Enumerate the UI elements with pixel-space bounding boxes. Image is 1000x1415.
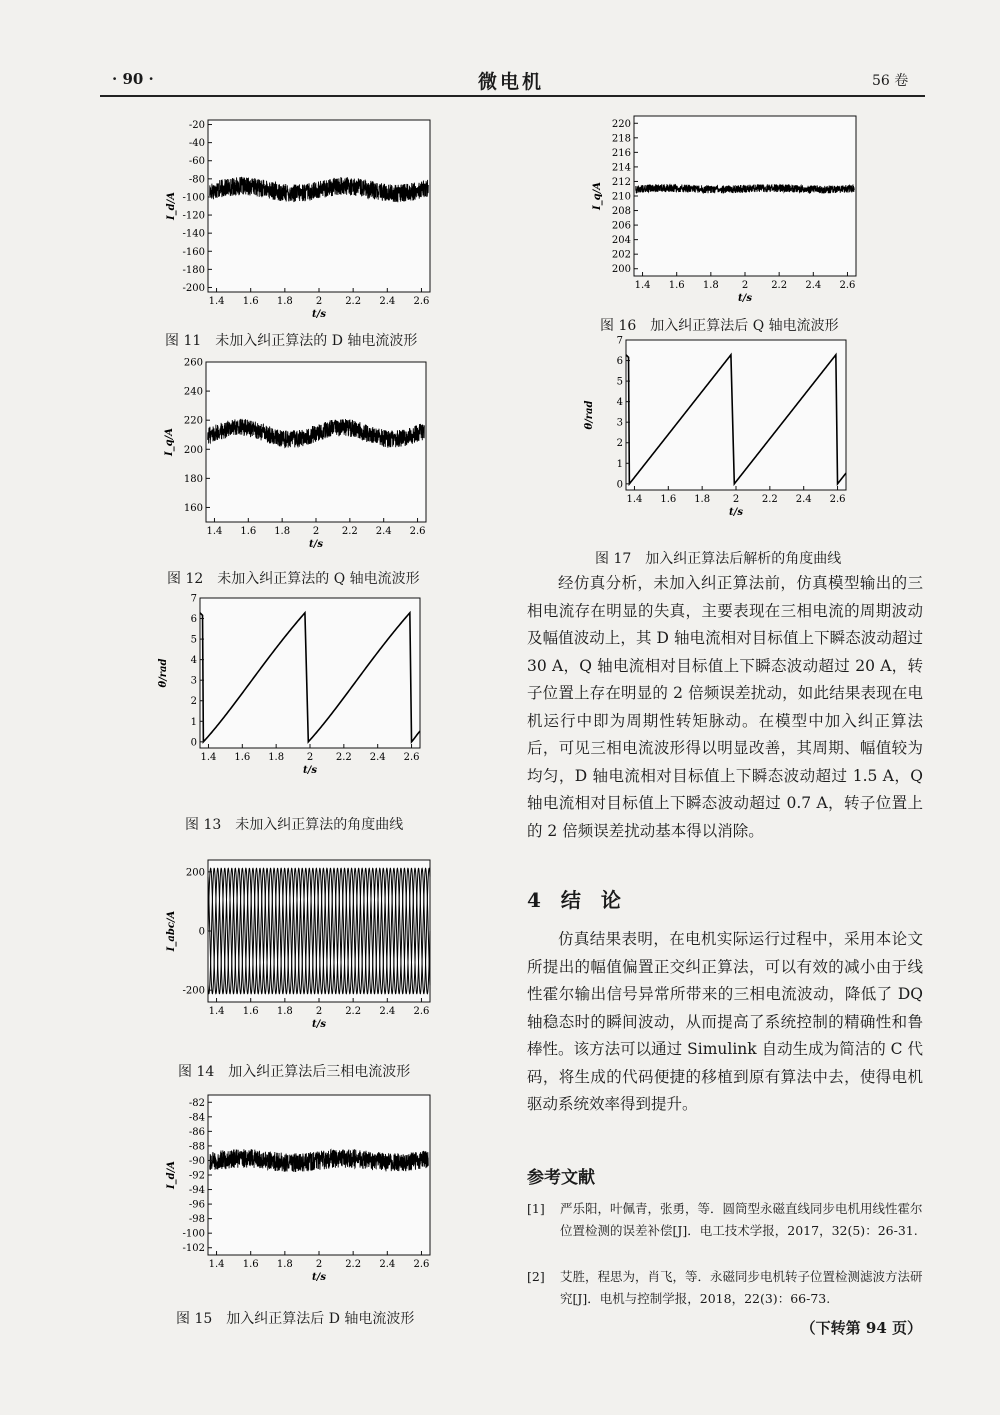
y-tick-label: -102 bbox=[182, 1243, 205, 1255]
reference-number: [2] bbox=[527, 1269, 545, 1284]
figure-11-d-axis-current-chart bbox=[150, 112, 438, 332]
y-tick-label: 214 bbox=[611, 162, 631, 174]
references-title: 参考文献 bbox=[527, 1168, 595, 1188]
y-axis-label: θ/rad bbox=[158, 658, 169, 688]
y-tick-label: -84 bbox=[188, 1112, 205, 1124]
x-tick-label: 1.8 bbox=[276, 1259, 293, 1270]
x-axis-label: t/s bbox=[312, 1272, 326, 1283]
x-tick-label: 2.4 bbox=[369, 752, 386, 763]
y-tick-label: 160 bbox=[183, 502, 203, 514]
fig13-svg bbox=[150, 588, 428, 788]
x-tick-label: 2.4 bbox=[379, 1259, 396, 1270]
x-tick-label: 1.8 bbox=[702, 280, 719, 291]
y-tick-label: 7 bbox=[190, 593, 197, 605]
x-tick-label: 2 bbox=[312, 526, 320, 537]
y-tick-label: -92 bbox=[188, 1170, 205, 1182]
x-axis-label: t/s bbox=[312, 1019, 326, 1030]
x-tick-label: 1.8 bbox=[274, 526, 291, 537]
volume-label: 56 卷 bbox=[872, 73, 909, 89]
x-tick-label: 2.4 bbox=[379, 1006, 396, 1017]
y-tick-label: 0 bbox=[198, 926, 205, 938]
x-tick-label: 2.4 bbox=[805, 280, 822, 291]
x-tick-label: 1.8 bbox=[276, 1006, 293, 1017]
y-tick-label: 202 bbox=[611, 249, 631, 261]
x-axis-label: t/s bbox=[309, 539, 323, 550]
x-axis-label: t/s bbox=[738, 293, 752, 304]
y-tick-label: 2 bbox=[190, 696, 197, 708]
y-tick-label: -88 bbox=[188, 1141, 205, 1153]
y-tick-label: 2 bbox=[616, 438, 623, 450]
reference-text: 艾胜，程思为，肖飞，等．永磁同步电机转子位置检测滤波方法研究[J]．电机与控制学报，2018，22(3)：66-73. bbox=[560, 1269, 923, 1306]
y-tick-label: 240 bbox=[183, 386, 203, 398]
x-tick-label: 2.2 bbox=[345, 1006, 362, 1017]
page-number: · 90 · bbox=[112, 70, 154, 88]
reference-number: [1] bbox=[527, 1201, 545, 1216]
figure-15-caption: 图 15 加入纠正算法后 D 轴电流波形 bbox=[176, 1311, 415, 1327]
x-tick-label: 2.6 bbox=[409, 526, 426, 537]
x-axis-label: t/s bbox=[303, 765, 317, 776]
y-tick-label: 210 bbox=[611, 191, 631, 203]
y-tick-label: 0 bbox=[190, 737, 197, 749]
y-tick-label: -100 bbox=[182, 1228, 205, 1240]
y-tick-label: -96 bbox=[188, 1199, 205, 1211]
y-axis-label: θ/rad bbox=[584, 400, 595, 430]
y-tick-label: -140 bbox=[182, 228, 205, 240]
y-tick-label: -100 bbox=[182, 192, 205, 204]
y-tick-label: 1 bbox=[616, 458, 623, 470]
fig15-svg bbox=[150, 1085, 438, 1295]
x-tick-label: 1.8 bbox=[694, 494, 711, 505]
y-tick-label: 204 bbox=[611, 235, 631, 247]
plot-frame bbox=[626, 340, 846, 490]
y-tick-label: 200 bbox=[185, 867, 205, 879]
figure-11-caption: 图 11 未加入纠正算法的 D 轴电流波形 bbox=[165, 333, 418, 349]
y-tick-label: -160 bbox=[182, 246, 205, 258]
y-tick-label: 6 bbox=[190, 614, 197, 626]
x-tick-label: 2.2 bbox=[341, 526, 358, 537]
y-axis-label: I_q/A bbox=[164, 427, 175, 457]
x-tick-label: 2.2 bbox=[761, 494, 778, 505]
x-tick-label: 2.6 bbox=[413, 296, 430, 307]
figure-15-d-axis-current-chart bbox=[150, 1085, 438, 1295]
y-tick-label: 0 bbox=[616, 479, 623, 491]
figure-13-caption: 图 13 未加入纠正算法的角度曲线 bbox=[185, 817, 404, 833]
x-tick-label: 2 bbox=[315, 296, 323, 307]
x-tick-label: 1.4 bbox=[208, 1006, 225, 1017]
figure-17-angle-chart bbox=[578, 334, 854, 530]
fig11-svg bbox=[150, 112, 438, 332]
y-tick-label: 180 bbox=[183, 473, 203, 485]
y-tick-label: -80 bbox=[188, 174, 205, 186]
x-tick-label: 2.4 bbox=[375, 526, 392, 537]
x-tick-label: 1.6 bbox=[242, 1259, 259, 1270]
y-tick-label: -40 bbox=[188, 138, 205, 150]
y-tick-label: -86 bbox=[188, 1126, 205, 1138]
x-tick-label: 2.6 bbox=[413, 1259, 430, 1270]
x-tick-label: 2.4 bbox=[795, 494, 812, 505]
fig16-svg bbox=[578, 108, 864, 316]
y-tick-label: -82 bbox=[188, 1097, 205, 1109]
y-tick-label: 218 bbox=[611, 133, 631, 145]
x-tick-label: 2.6 bbox=[413, 1006, 430, 1017]
x-tick-label: 2.2 bbox=[345, 296, 362, 307]
y-tick-label: -20 bbox=[188, 120, 205, 132]
x-tick-label: 2.2 bbox=[335, 752, 352, 763]
x-tick-label: 1.6 bbox=[240, 526, 257, 537]
x-tick-label: 1.4 bbox=[208, 1259, 225, 1270]
y-tick-label: -98 bbox=[188, 1214, 205, 1226]
figure-16-q-axis-current-chart bbox=[578, 108, 864, 316]
y-axis-label: I_abc/A bbox=[166, 910, 177, 952]
figure-14-caption: 图 14 加入纠正算法后三相电流波形 bbox=[178, 1064, 411, 1080]
journal-title: 微电机 bbox=[478, 71, 545, 93]
x-tick-label: 2.6 bbox=[829, 494, 846, 505]
x-tick-label: 2.2 bbox=[771, 280, 788, 291]
y-tick-label: 200 bbox=[611, 264, 631, 276]
plot-frame bbox=[200, 598, 420, 748]
x-tick-label: 1.6 bbox=[242, 1006, 259, 1017]
x-tick-label: 1.4 bbox=[200, 752, 217, 763]
fig17-svg bbox=[578, 334, 854, 530]
x-tick-label: 1.8 bbox=[268, 752, 285, 763]
y-axis-label: I_d/A bbox=[166, 1160, 177, 1190]
y-tick-label: 3 bbox=[616, 417, 623, 429]
x-tick-label: 1.4 bbox=[634, 280, 651, 291]
x-tick-label: 1.6 bbox=[234, 752, 251, 763]
reference-item bbox=[527, 1198, 927, 1242]
x-axis-label: t/s bbox=[729, 507, 743, 518]
figure-17-caption: 图 17 加入纠正算法后解析的角度曲线 bbox=[595, 551, 842, 567]
fig14-svg bbox=[150, 848, 438, 1042]
y-axis-label: I_q/A bbox=[592, 181, 603, 211]
y-tick-label: 220 bbox=[183, 415, 203, 427]
x-tick-label: 2.6 bbox=[403, 752, 420, 763]
y-tick-label: 216 bbox=[611, 147, 631, 159]
y-tick-label: 260 bbox=[183, 357, 203, 369]
y-tick-label: 208 bbox=[611, 206, 631, 218]
x-tick-label: 2.4 bbox=[379, 296, 396, 307]
x-tick-label: 1.4 bbox=[206, 526, 223, 537]
section-4-title: 4 结 论 bbox=[527, 888, 621, 912]
y-tick-label: -200 bbox=[182, 282, 205, 294]
x-axis-label: t/s bbox=[312, 309, 326, 320]
y-tick-label: 4 bbox=[616, 397, 623, 409]
x-tick-label: 1.6 bbox=[242, 296, 259, 307]
y-tick-label: 200 bbox=[183, 444, 203, 456]
x-tick-label: 2.6 bbox=[839, 280, 856, 291]
figure-14-three-phase-current-chart bbox=[150, 848, 438, 1042]
analysis-paragraph: 经仿真分析，未加入纠正算法前，仿真模型输出的三相电流存在明显的失真，主要表现在三相电流的周期波动及幅值波动上，其 D 轴电流相对目标值上下瞬态波动超过 30 A，Q 轴电流相对目标值上下瞬态波动超过 20 A，转子位置上存在明显的 2 倍频误差扰动，如此结果表现在电机运行中即为周期性转矩脉动。在模型中加入纠正算法后，可见三相电流波形得以明显改善，其周期、幅值较为均匀，D 轴电流相对目标值上下瞬态波动超过 1.5 A，Q 轴电流相对目标值上下瞬态波动超过 0.7 A，转子位置上的 2 倍频误差扰动基本得以消除。 bbox=[527, 574, 923, 840]
y-axis-label: I_d/A bbox=[166, 191, 177, 221]
figure-12-caption: 图 12 未加入纠正算法的 Q 轴电流波形 bbox=[167, 571, 420, 587]
y-tick-label: 5 bbox=[190, 634, 197, 646]
plot-frame bbox=[208, 120, 430, 292]
y-tick-label: -180 bbox=[182, 264, 205, 276]
x-tick-label: 2 bbox=[732, 494, 740, 505]
y-tick-label: -94 bbox=[188, 1185, 205, 1197]
x-tick-label: 2 bbox=[306, 752, 314, 763]
y-tick-label: 6 bbox=[616, 356, 623, 368]
y-tick-label: 212 bbox=[611, 176, 631, 188]
conclusion-paragraph: 仿真结果表明，在电机实际运行过程中，采用本论文所提出的幅值偏置正交纠正算法，可以有效的减小由于线性霍尔输出信号异常所带来的三相电流波动，降低了 DQ 轴稳态时的瞬间波动，从而提高了系统控制的精确性和鲁棒性。该方法可以通过 Simulink 自动生成为简洁的 C 代码，将生成的代码便捷的移植到原有算法中去，使得电机驱动系统效率得到提升。 bbox=[527, 930, 923, 1113]
x-tick-label: 1.4 bbox=[208, 296, 225, 307]
plot-frame bbox=[634, 116, 856, 276]
figure-16-caption: 图 16 加入纠正算法后 Q 轴电流波形 bbox=[600, 318, 839, 334]
x-tick-label: 2 bbox=[315, 1259, 323, 1270]
y-tick-label: 4 bbox=[190, 655, 197, 667]
x-tick-label: 2 bbox=[315, 1006, 323, 1017]
y-tick-label: 5 bbox=[616, 376, 623, 388]
y-tick-label: -60 bbox=[188, 156, 205, 168]
reference-text: 严乐阳，叶佩青，张勇，等．圆筒型永磁直线同步电机用线性霍尔位置检测的误差补偿[J]．电工技术学报，2017，32(5)：26-31. bbox=[560, 1201, 923, 1238]
y-tick-label: 7 bbox=[616, 335, 623, 347]
reference-item bbox=[527, 1266, 927, 1310]
x-tick-label: 1.8 bbox=[276, 296, 293, 307]
y-tick-label: 220 bbox=[611, 118, 631, 130]
x-tick-label: 1.6 bbox=[660, 494, 677, 505]
y-tick-label: 206 bbox=[611, 220, 631, 232]
y-tick-label: -90 bbox=[188, 1155, 205, 1167]
x-tick-label: 2 bbox=[741, 280, 749, 291]
x-tick-label: 2.2 bbox=[345, 1259, 362, 1270]
header-rule bbox=[100, 95, 925, 97]
figure-13-angle-chart bbox=[150, 588, 428, 788]
y-tick-label: 1 bbox=[190, 716, 197, 728]
y-tick-label: -120 bbox=[182, 210, 205, 222]
figure-12-q-axis-current-chart bbox=[150, 350, 434, 562]
x-tick-label: 1.4 bbox=[626, 494, 643, 505]
y-tick-label: -200 bbox=[182, 985, 205, 997]
y-tick-label: 3 bbox=[190, 675, 197, 687]
continued-note: （下转第 94 页） bbox=[800, 1319, 922, 1337]
fig12-svg bbox=[150, 350, 434, 562]
plot-frame bbox=[208, 1095, 430, 1255]
x-tick-label: 1.6 bbox=[668, 280, 685, 291]
